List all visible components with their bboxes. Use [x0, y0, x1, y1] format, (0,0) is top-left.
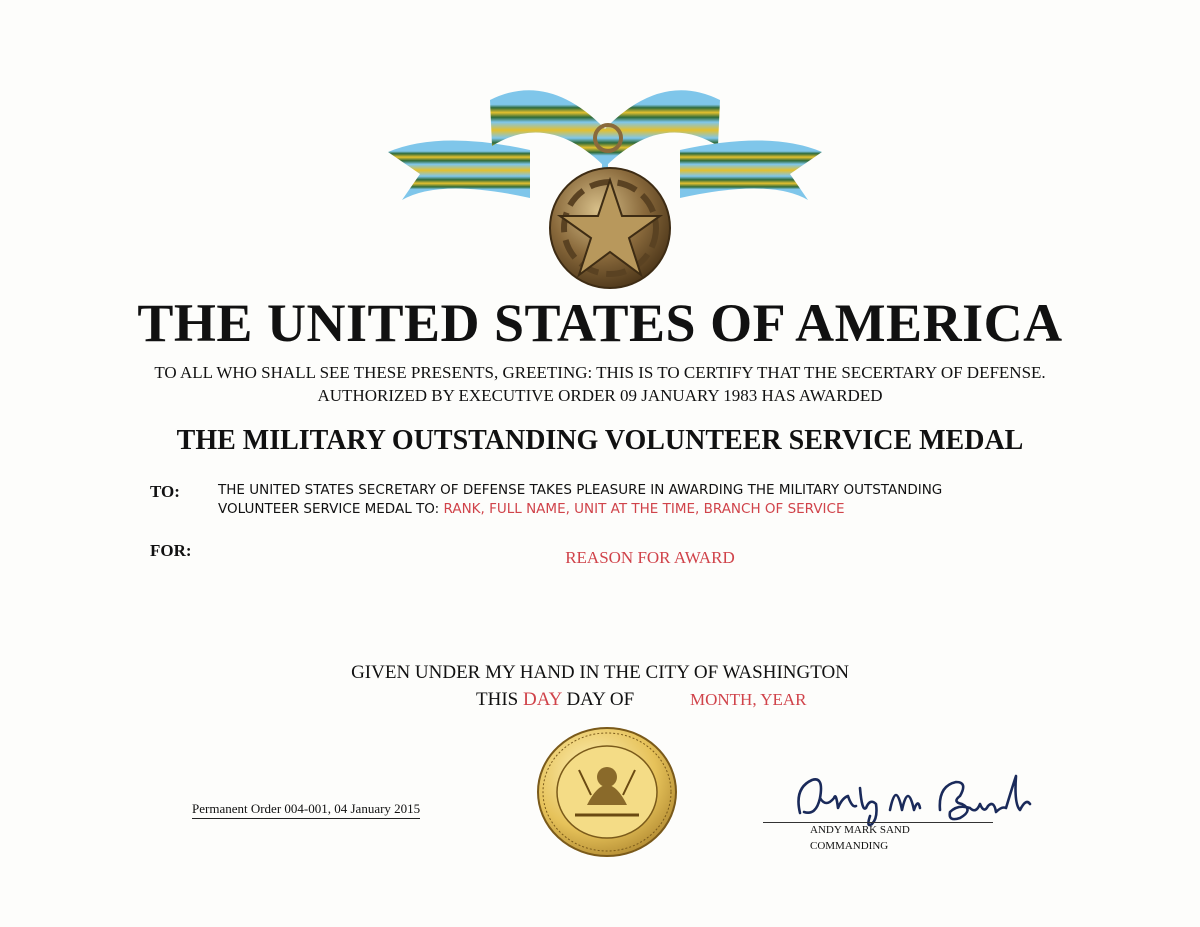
- to-line-1: THE UNITED STATES SECRETARY OF DEFENSE TAKES PLEASURE IN AWARDING THE MILITARY OUTSTANDING: [218, 482, 943, 498]
- to-line-2: [218, 500, 942, 519]
- date-day-of: DAY OF: [566, 689, 635, 710]
- certificate-title: THE UNITED STATES OF AMERICA: [137, 293, 1063, 353]
- medal-name: THE MILITARY OUTSTANDING VOLUNTEER SERVICE MEDAL: [176, 425, 1024, 456]
- to-text: [218, 481, 942, 519]
- reason-placeholder: REASON FOR AWARD: [565, 548, 735, 567]
- permanent-order: Permanent Order 004-001, 04 January 2015: [192, 801, 420, 819]
- signer-title: COMMANDING: [810, 840, 889, 852]
- department-seal-image: [535, 725, 680, 860]
- date-line: [476, 689, 634, 711]
- to-label: TO:: [150, 482, 180, 501]
- given-line: GIVEN UNDER MY HAND IN THE CITY OF WASHINGTON: [351, 662, 849, 683]
- date-this: THIS: [476, 689, 519, 710]
- signature-line: [763, 822, 993, 823]
- intro-line-2: AUTHORIZED BY EXECUTIVE ORDER 09 JANUARY 1983 HAS AWARDED: [317, 386, 883, 405]
- to-line-2-prefix: VOLUNTEER SERVICE MEDAL TO:: [218, 501, 440, 517]
- intro-line-1: TO ALL WHO SHALL SEE THESE PRESENTS, GREETING: THIS IS TO CERTIFY THAT THE SECERTARY OF DEFENSE.: [154, 363, 1046, 382]
- day-placeholder: DAY: [522, 689, 562, 710]
- for-label: FOR:: [150, 541, 192, 560]
- signature-image: [790, 768, 1060, 828]
- signer-name: ANDY MARK SAND: [810, 824, 910, 836]
- month-year-placeholder: MONTH, YEAR: [690, 690, 807, 709]
- medal-ribbon-image: [380, 70, 830, 300]
- recipient-placeholder: RANK, FULL NAME, UNIT AT THE TIME, BRANCH OF SERVICE: [443, 501, 845, 517]
